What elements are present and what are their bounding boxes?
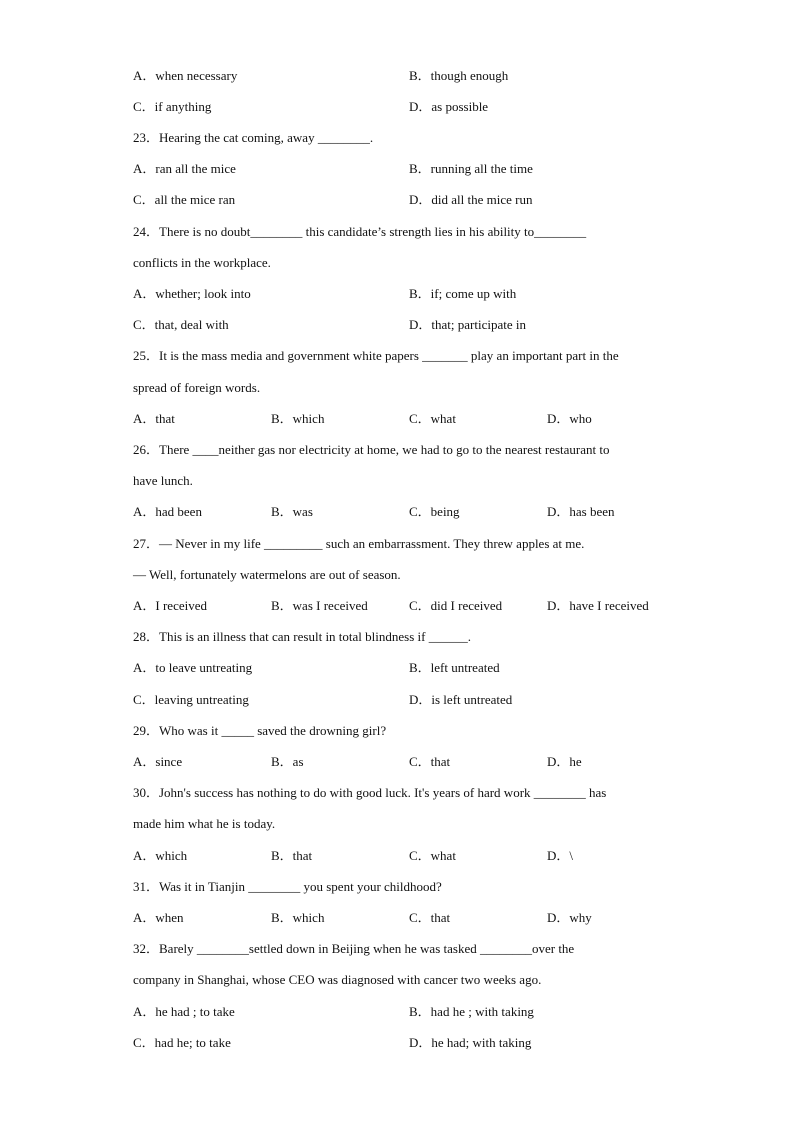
- option-c: C．if anything: [133, 99, 212, 114]
- option-d: D．why: [547, 910, 592, 925]
- options-row: [133, 598, 693, 614]
- options-row: [133, 192, 693, 208]
- option-b: B．had he ; with taking: [409, 1004, 534, 1019]
- options-row: [133, 411, 693, 427]
- question-26-stem: 26．There ____neither gas nor electricity at home, we had to go to the nearest restaurant to: [133, 442, 610, 457]
- option-b: B．was: [271, 504, 313, 519]
- options-row: [133, 848, 693, 864]
- options-row: [133, 910, 693, 926]
- option-b: B．if; come up with: [409, 286, 517, 301]
- option-d: D．as possible: [409, 99, 489, 114]
- question-25-stem: 25．It is the mass media and government white papers _______ play an important part in the: [133, 348, 619, 363]
- options-row: [133, 317, 693, 333]
- options-row: [133, 692, 693, 708]
- question-24-stem: 24．There is no doubt________ this candidate’s strength lies in his ability to________: [133, 224, 587, 239]
- option-c: C．that: [409, 910, 451, 925]
- question-29-stem: 29．Who was it _____ saved the drowning girl?: [133, 723, 387, 738]
- option-c: C．what: [409, 848, 456, 863]
- options-row: [133, 161, 693, 177]
- option-b: B．running all the time: [409, 161, 533, 176]
- option-c: C．did I received: [409, 598, 503, 613]
- options-row: [133, 68, 693, 84]
- option-b: B．though enough: [409, 68, 509, 83]
- option-a: A．since: [133, 754, 183, 769]
- option-a: A．he had ; to take: [133, 1004, 235, 1019]
- question-32-stem-cont: company in Shanghai, whose CEO was diagnosed with cancer two weeks ago.: [133, 972, 542, 987]
- option-c: C．being: [409, 504, 460, 519]
- options-row: [133, 754, 693, 770]
- option-a: A．when: [133, 910, 184, 925]
- option-a: A．that: [133, 411, 175, 426]
- option-a: A．ran all the mice: [133, 161, 236, 176]
- option-b: B．left untreated: [409, 660, 500, 675]
- options-row: [133, 660, 693, 676]
- option-a: A．which: [133, 848, 188, 863]
- question-30-stem: 30．John's success has nothing to do with good luck. It's years of hard work ________ has: [133, 785, 607, 800]
- options-row: [133, 286, 693, 302]
- option-b: B．which: [271, 910, 325, 925]
- options-row: [133, 504, 693, 520]
- option-a: A．whether; look into: [133, 286, 251, 301]
- option-d: D．has been: [547, 504, 615, 519]
- option-c: C．all the mice ran: [133, 192, 236, 207]
- option-d: D．he had; with taking: [409, 1035, 532, 1050]
- question-31-stem: 31．Was it in Tianjin ________ you spent your childhood?: [133, 879, 442, 894]
- option-d: D．he: [547, 754, 582, 769]
- option-a: A．I received: [133, 598, 207, 613]
- question-23-stem: 23．Hearing the cat coming, away ________.: [133, 130, 374, 145]
- option-c: C．that, deal with: [133, 317, 229, 332]
- option-a: A．had been: [133, 504, 202, 519]
- question-27-stem: 27．— Never in my life _________ such an embarrassment. They threw apples at me.: [133, 536, 585, 551]
- options-row: [133, 1004, 693, 1020]
- option-d: D．did all the mice run: [409, 192, 533, 207]
- option-c: C．what: [409, 411, 456, 426]
- question-28-stem: 28．This is an illness that can result in total blindness if ______.: [133, 629, 471, 644]
- options-row: [133, 1035, 693, 1051]
- option-b: B．which: [271, 411, 325, 426]
- option-d: D．is left untreated: [409, 692, 513, 707]
- question-26-stem-cont: have lunch.: [133, 473, 193, 488]
- option-a: A．to leave untreating: [133, 660, 253, 675]
- option-c: C．that: [409, 754, 451, 769]
- question-30-stem-cont: made him what he is today.: [133, 816, 276, 831]
- option-d: D．that; participate in: [409, 317, 526, 332]
- question-24-stem-cont: conflicts in the workplace.: [133, 255, 271, 270]
- option-b: B．was I received: [271, 598, 368, 613]
- option-c: C．had he; to take: [133, 1035, 231, 1050]
- option-c: C．leaving untreating: [133, 692, 249, 707]
- option-b: B．that: [271, 848, 313, 863]
- option-d: D．who: [547, 411, 592, 426]
- option-d: D．have I received: [547, 598, 649, 613]
- option-d: D．\: [547, 848, 574, 863]
- options-row: [133, 99, 693, 115]
- question-32-stem: 32．Barely ________settled down in Beijing when he was tasked ________over the: [133, 941, 575, 956]
- question-27-stem-cont: — Well, fortunately watermelons are out of season.: [133, 567, 401, 582]
- option-b: B．as: [271, 754, 304, 769]
- option-a: A．when necessary: [133, 68, 238, 83]
- question-25-stem-cont: spread of foreign words.: [133, 380, 261, 395]
